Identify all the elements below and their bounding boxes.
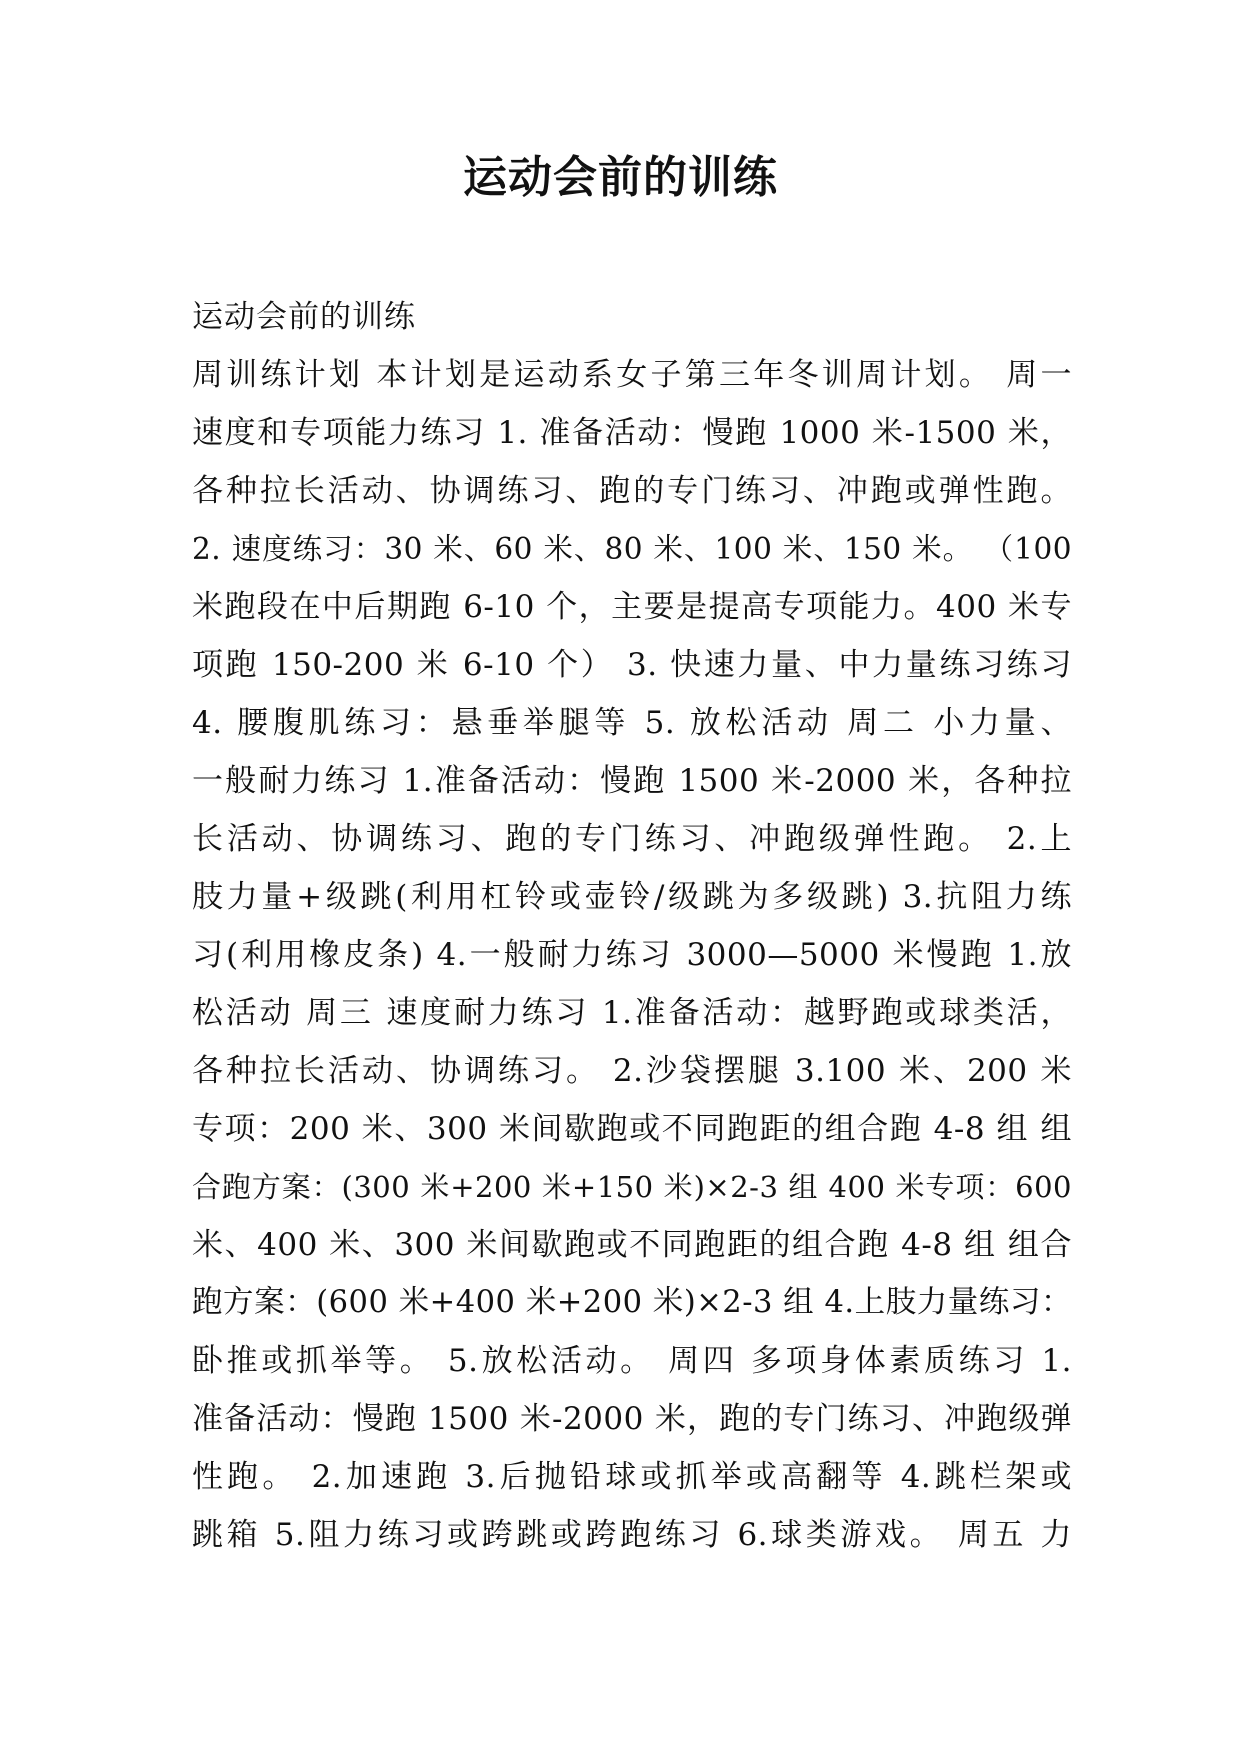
body-line: 习(利用橡皮条) 4.一般耐力练习 3000—5000 米慢跑 1.放 (192, 937, 1072, 973)
body-line: 跳箱 5.阻力练习或跨跳或跨跑练习 6.球类游戏。 周五 力 (192, 1517, 1072, 1553)
document-body (192, 288, 1072, 1564)
document-title: 运动会前的训练 (463, 152, 778, 203)
body-line: 性跑。 2.加速跑 3.后抛铅球或抓举或高翻等 4.跳栏架或 (192, 1459, 1072, 1495)
body-line: 米、400 米、300 米间歇跑或不同跑距的组合跑 4-8 组 组合 (192, 1227, 1072, 1263)
body-line: 卧推或抓举等。 5.放松活动。 周四 多项身体素质练习 1. (192, 1343, 1072, 1379)
body-line: 运动会前的训练 (192, 299, 416, 335)
body-line: 2. 速度练习：30 米、60 米、80 米、100 米、150 米。 （100 (192, 532, 1072, 566)
body-line: 跑方案：(600 米+400 米+200 米)×2-3 组 4.上肢力量练习： (192, 1285, 1072, 1320)
body-line: 4. 腰腹肌练习：悬垂举腿等 5. 放松活动 周二 小力量、 (192, 705, 1072, 741)
body-line: 米跑段在中后期跑 6-10 个，主要是提高专项能力。400 米专 (192, 589, 1072, 625)
body-line: 一般耐力练习 1.准备活动：慢跑 1500 米-2000 米，各种拉 (192, 763, 1072, 799)
body-line: 周训练计划 本计划是运动系女子第三年冬训周计划。 周一 (192, 357, 1072, 393)
body-line: 松活动 周三 速度耐力练习 1.准备活动：越野跑或球类活， (192, 995, 1072, 1031)
body-line: 肢力量+级跳(利用杠铃或壶铃/级跳为多级跳) 3.抗阻力练 (192, 879, 1072, 915)
body-line: 专项：200 米、300 米间歇跑或不同跑距的组合跑 4-8 组 组 (192, 1111, 1072, 1147)
body-line: 合跑方案：(300 米+200 米+150 米)×2-3 组 400 米专项：600 (192, 1170, 1072, 1204)
body-line: 项跑 150-200 米 6-10 个） 3. 快速力量、中力量练习练习 (192, 647, 1072, 683)
body-line: 长活动、协调练习、跑的专门练习、冲跑级弹性跑。 2.上 (192, 821, 1072, 857)
body-line: 速度和专项能力练习 1. 准备活动：慢跑 1000 米-1500 米， (192, 415, 1072, 451)
body-line: 准备活动：慢跑 1500 米-2000 米，跑的专门练习、冲跑级弹 (192, 1401, 1072, 1437)
body-line: 各种拉长活动、协调练习。 2.沙袋摆腿 3.100 米、200 米 (192, 1053, 1072, 1089)
body-line: 各种拉长活动、协调练习、跑的专门练习、冲跑或弹性跑。 (192, 473, 1072, 509)
